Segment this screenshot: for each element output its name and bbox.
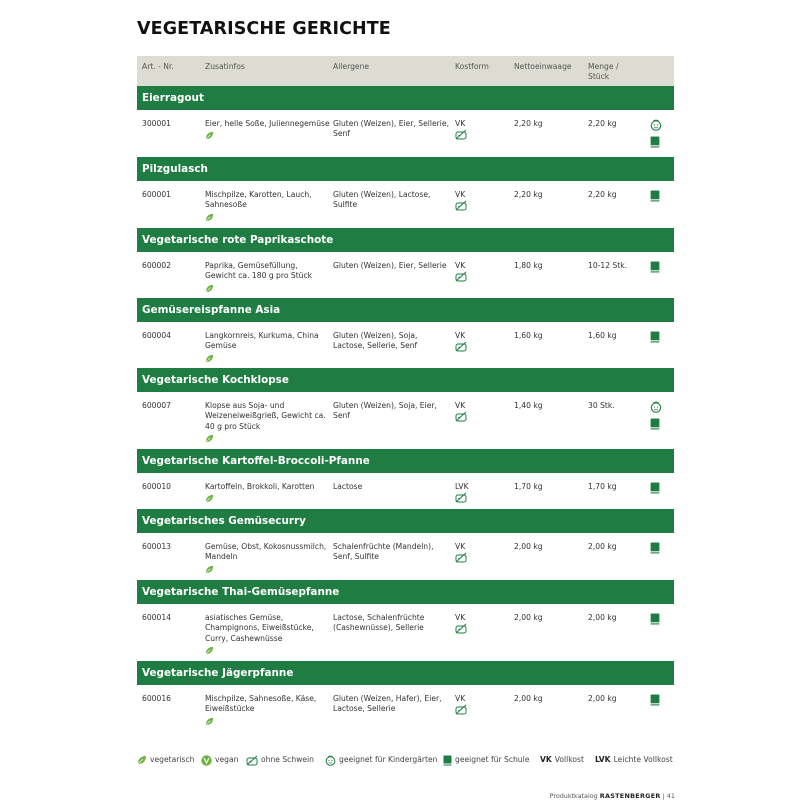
legend-ohne-schwein-label: ohne Schwein bbox=[261, 755, 314, 764]
zusatzinfos-text: Paprika, Gemüsefüllung, Gewicht ca. 180 g pro Stück bbox=[205, 261, 313, 281]
section-header: Vegetarische Kochklopse bbox=[137, 368, 674, 392]
suitability-icons bbox=[650, 401, 666, 436]
article-number: 600007 bbox=[142, 401, 171, 410]
header-menge: Menge / Stück bbox=[588, 62, 619, 81]
suitability-icons bbox=[650, 694, 666, 711]
legend-vegetarisch-label: vegetarisch bbox=[150, 755, 195, 764]
footer-separator: | bbox=[662, 792, 665, 800]
nettoeinwaage-value: 1,60 kg bbox=[514, 331, 543, 340]
suitability-icons bbox=[650, 613, 666, 630]
legend-vegan bbox=[201, 754, 238, 766]
leaf-icon bbox=[205, 213, 330, 225]
nettoeinwaage-value: 1,80 kg bbox=[514, 261, 543, 270]
allergene-text: Gluten (Weizen), Soja, Lactose, Sellerie, Senf bbox=[333, 331, 418, 351]
legend-vk-label: Vollkost bbox=[554, 755, 584, 764]
menge-value: 30 Stk. bbox=[588, 401, 615, 410]
leaf-icon bbox=[205, 434, 330, 446]
article-number: 600010 bbox=[142, 482, 171, 491]
article-number: 300001 bbox=[142, 119, 171, 128]
section-header: Gemüsereispfanne Asia bbox=[137, 298, 674, 322]
legend-kindergarten-label: geeignet für Kindergärten bbox=[339, 755, 438, 764]
no-pig-icon bbox=[455, 492, 495, 506]
suitability-icons bbox=[650, 542, 666, 559]
no-pig-icon bbox=[455, 341, 495, 355]
section-header: Eierragout bbox=[137, 86, 674, 110]
section-header: Vegetarisches Gemüsecurry bbox=[137, 509, 674, 533]
kostform-cell bbox=[455, 482, 495, 507]
legend bbox=[137, 754, 677, 768]
zusatzinfos-cell bbox=[205, 190, 330, 225]
schule-icon bbox=[650, 331, 666, 346]
leaf-icon bbox=[205, 354, 330, 366]
nettoeinwaage-value: 2,00 kg bbox=[514, 542, 543, 551]
zusatzinfos-cell bbox=[205, 694, 330, 729]
schule-icon bbox=[650, 613, 666, 628]
zusatzinfos-cell bbox=[205, 542, 330, 577]
zusatzinfos-cell bbox=[205, 482, 330, 507]
header-nettoeinwaage: Nettoeinwaage bbox=[514, 62, 572, 71]
kindergarten-icon bbox=[325, 755, 336, 766]
kostform-text: VK bbox=[455, 190, 466, 199]
allergene-text: Gluten (Weizen), Eier, Sellerie, Senf bbox=[333, 119, 449, 139]
no-pig-icon bbox=[455, 411, 495, 425]
article-number: 600014 bbox=[142, 613, 171, 622]
zusatzinfos-cell bbox=[205, 331, 330, 366]
schule-icon bbox=[650, 418, 666, 433]
kostform-cell bbox=[455, 331, 495, 356]
legend-vk-abbr: VK bbox=[540, 755, 552, 764]
nettoeinwaage-value: 2,00 kg bbox=[514, 694, 543, 703]
article-number: 600016 bbox=[142, 694, 171, 703]
legend-schule-label: geeignet für Schule bbox=[455, 755, 530, 764]
zusatzinfos-text: Gemüse, Obst, Kokosnussmilch, Mandeln bbox=[205, 542, 327, 562]
allergene-text: Lactose bbox=[333, 482, 363, 491]
no-pig-icon bbox=[455, 552, 495, 566]
kostform-text: VK bbox=[455, 401, 466, 410]
legend-schule bbox=[443, 754, 529, 766]
footer-catalog: Produktkatalog bbox=[549, 792, 598, 800]
menge-value: 2,20 kg bbox=[588, 190, 617, 199]
kindergarten-icon bbox=[650, 401, 666, 416]
header-allergene: Allergene bbox=[333, 62, 370, 71]
allergene-text: Lactose, Schalenfrüchte (Cashewnüsse), Sellerie bbox=[333, 613, 425, 633]
kostform-cell bbox=[455, 694, 495, 719]
kostform-text: LVK bbox=[455, 482, 469, 491]
leaf-icon bbox=[205, 494, 330, 506]
zusatzinfos-text: Langkornreis, Kurkuma, China Gemüse bbox=[205, 331, 319, 351]
menge-value: 10-12 Stk. bbox=[588, 261, 628, 270]
article-number: 600001 bbox=[142, 190, 171, 199]
footer-brand: RASTENBERGER bbox=[599, 792, 661, 800]
leaf-icon bbox=[205, 565, 330, 577]
leaf-icon bbox=[137, 755, 147, 765]
suitability-icons bbox=[650, 331, 666, 348]
schule-icon bbox=[650, 542, 666, 557]
legend-vegan-label: vegan bbox=[215, 755, 239, 764]
zusatzinfos-cell bbox=[205, 261, 330, 296]
suitability-icons bbox=[650, 119, 666, 154]
zusatzinfos-cell bbox=[205, 401, 330, 447]
leaf-icon bbox=[205, 284, 330, 296]
kostform-cell bbox=[455, 190, 495, 215]
article-number: 600013 bbox=[142, 542, 171, 551]
zusatzinfos-cell bbox=[205, 613, 330, 659]
legend-lvk-abbr: LVK bbox=[595, 755, 611, 764]
table-header bbox=[137, 56, 674, 86]
article-number: 600002 bbox=[142, 261, 171, 270]
section-header: Vegetarische Jägerpfanne bbox=[137, 661, 674, 685]
schule-icon bbox=[650, 190, 666, 205]
nettoeinwaage-value: 1,40 kg bbox=[514, 401, 543, 410]
allergene-text: Schalenfrüchte (Mandeln), Senf, Sulfite bbox=[333, 542, 434, 562]
legend-lvk bbox=[595, 754, 673, 766]
menge-value: 1,70 kg bbox=[588, 482, 617, 491]
page-footer bbox=[550, 792, 675, 800]
kindergarten-icon bbox=[650, 119, 666, 134]
allergene-text: Gluten (Weizen, Hafer), Eier, Lactose, Sellerie bbox=[333, 694, 442, 714]
section-header: Vegetarische Kartoffel-Broccoli-Pfanne bbox=[137, 449, 674, 473]
no-pig-icon bbox=[455, 623, 495, 637]
legend-ohne-schwein bbox=[246, 754, 314, 766]
leaf-icon bbox=[205, 717, 330, 729]
kostform-text: VK bbox=[455, 261, 466, 270]
suitability-icons bbox=[650, 482, 666, 499]
section-header: Vegetarische rote Paprikaschote bbox=[137, 228, 674, 252]
zusatzinfos-cell bbox=[205, 119, 330, 144]
section-header: Pilzgulasch bbox=[137, 157, 674, 181]
kostform-text: VK bbox=[455, 694, 466, 703]
menge-value: 2,00 kg bbox=[588, 542, 617, 551]
menge-value: 1,60 kg bbox=[588, 331, 617, 340]
zusatzinfos-text: Mischpilze, Karotten, Lauch, Sahnesoße bbox=[205, 190, 312, 210]
menge-value: 2,00 kg bbox=[588, 613, 617, 622]
schule-icon bbox=[650, 694, 666, 709]
no-pig-icon bbox=[455, 200, 495, 214]
footer-page-number: 41 bbox=[666, 792, 675, 800]
no-pig-icon bbox=[455, 271, 495, 285]
menge-value: 2,20 kg bbox=[588, 119, 617, 128]
zusatzinfos-text: Kartoffeln, Brokkoli, Karotten bbox=[205, 482, 315, 491]
kostform-cell bbox=[455, 542, 495, 567]
nettoeinwaage-value: 2,20 kg bbox=[514, 119, 543, 128]
kostform-text: VK bbox=[455, 119, 466, 128]
vegan-icon bbox=[201, 755, 212, 766]
no-pig-icon bbox=[455, 129, 495, 143]
header-zusatzinfos: Zusatinfos bbox=[205, 62, 245, 71]
no-pig-icon bbox=[246, 755, 258, 766]
schule-icon bbox=[650, 261, 666, 276]
kostform-text: VK bbox=[455, 542, 466, 551]
no-pig-icon bbox=[455, 704, 495, 718]
kostform-text: VK bbox=[455, 331, 466, 340]
legend-vegetarisch bbox=[137, 754, 194, 766]
legend-vk bbox=[540, 754, 584, 766]
kostform-cell bbox=[455, 119, 495, 144]
zusatzinfos-text: Eier, helle Soße, Juliennegemüse bbox=[205, 119, 330, 128]
schule-icon bbox=[650, 136, 666, 151]
legend-kindergarten bbox=[325, 754, 437, 766]
nettoeinwaage-value: 2,20 kg bbox=[514, 190, 543, 199]
kostform-cell bbox=[455, 261, 495, 286]
zusatzinfos-text: asiatisches Gemüse, Champignons, Eiweißstücke, Curry, Cashewnüsse bbox=[205, 613, 314, 643]
allergene-text: Gluten (Weizen), Soja, Eier, Senf bbox=[333, 401, 437, 421]
nettoeinwaage-value: 1,70 kg bbox=[514, 482, 543, 491]
article-number: 600004 bbox=[142, 331, 171, 340]
legend-lvk-label: Leichte Vollkost bbox=[613, 755, 673, 764]
zusatzinfos-text: Klopse aus Soja- und Weizeneiweißgrieß, Gewicht ca. 40 g pro Stück bbox=[205, 401, 326, 431]
suitability-icons bbox=[650, 190, 666, 207]
schule-icon bbox=[650, 482, 666, 497]
kostform-cell bbox=[455, 401, 495, 426]
header-art-nr: Art. - Nr. bbox=[142, 62, 174, 71]
header-kostform: Kostform bbox=[455, 62, 489, 71]
allergene-text: Gluten (Weizen), Eier, Sellerie bbox=[333, 261, 447, 270]
allergene-text: Gluten (Weizen), Lactose, Sulfite bbox=[333, 190, 431, 210]
section-header: Vegetarische Thai-Gemüsepfanne bbox=[137, 580, 674, 604]
zusatzinfos-text: Mischpilze, Sahnesoße, Käse, Eiweißstücke bbox=[205, 694, 317, 714]
menge-value: 2,00 kg bbox=[588, 694, 617, 703]
nettoeinwaage-value: 2,00 kg bbox=[514, 613, 543, 622]
leaf-icon bbox=[205, 131, 330, 143]
suitability-icons bbox=[650, 261, 666, 278]
kostform-cell bbox=[455, 613, 495, 638]
kostform-text: VK bbox=[455, 613, 466, 622]
page-title: VEGETARISCHE GERICHTE bbox=[137, 19, 391, 39]
schule-icon bbox=[443, 755, 452, 766]
leaf-icon bbox=[205, 646, 330, 658]
